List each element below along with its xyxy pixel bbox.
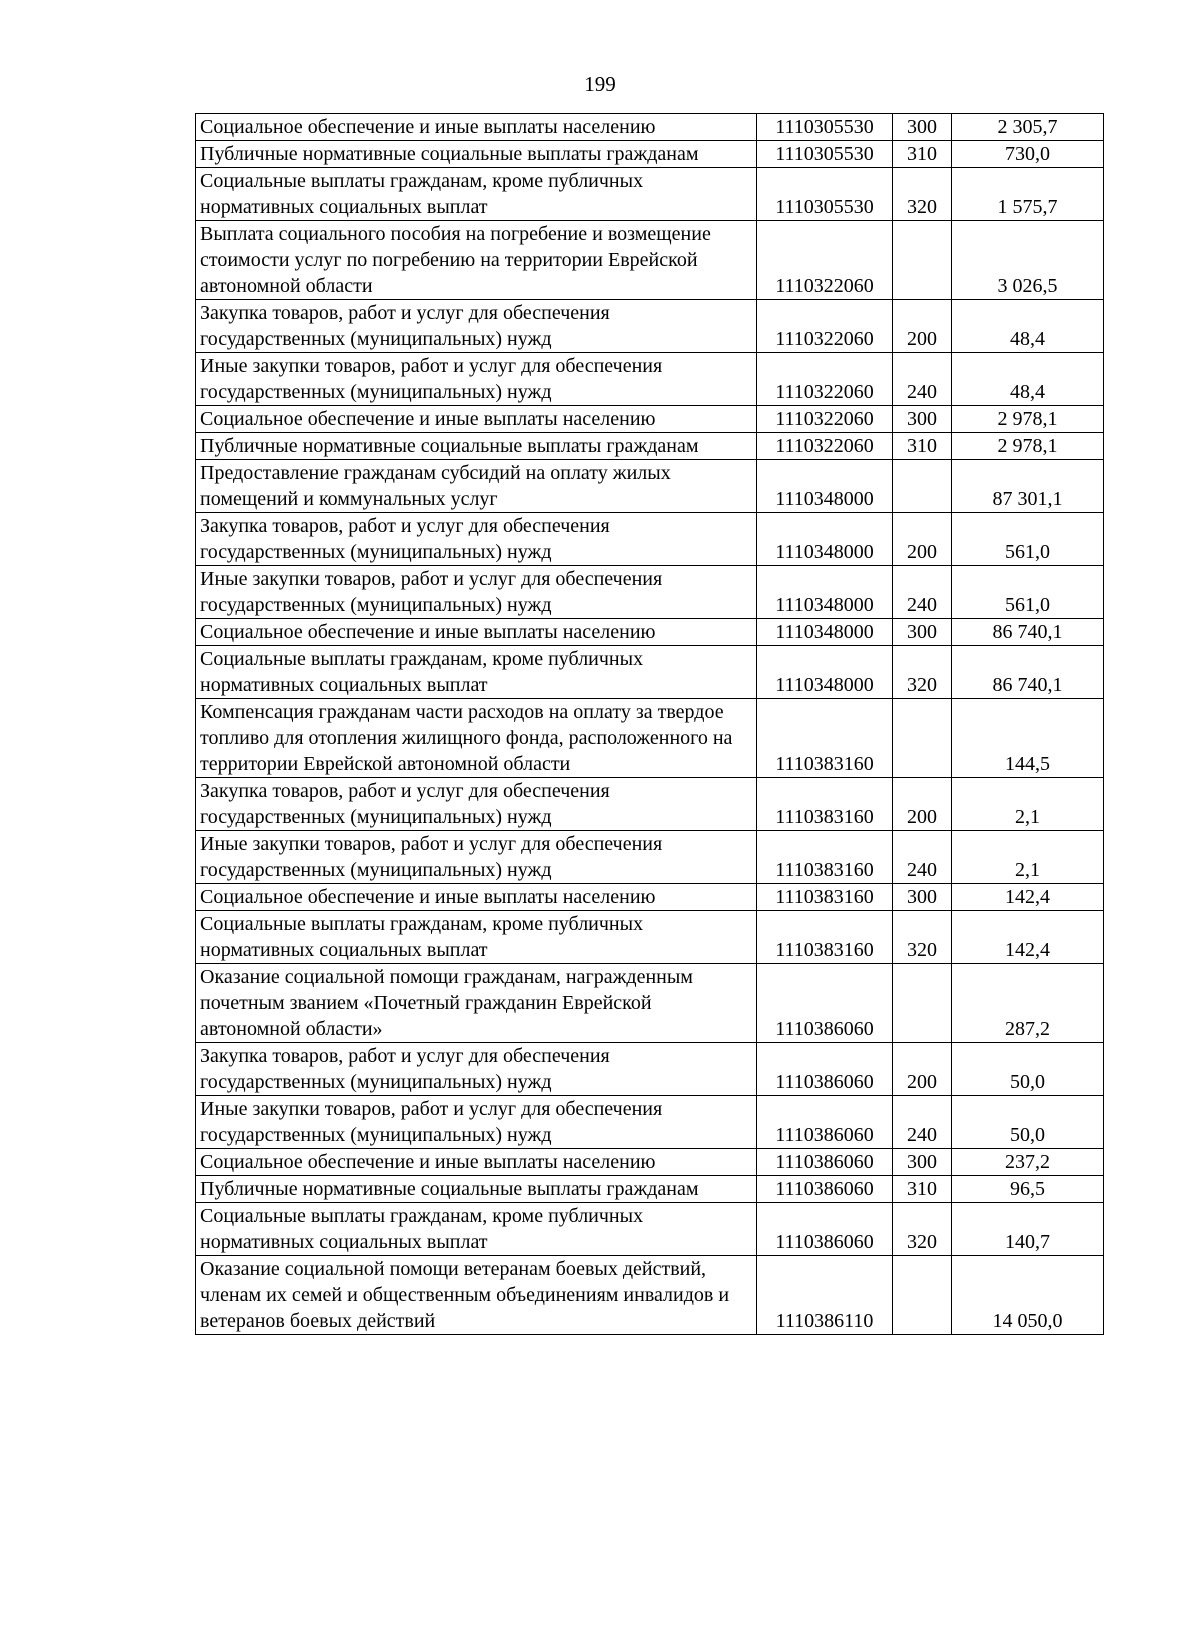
row-name-cell: Оказание социальной помощи ветеранам боевых действий, членам их семей и общественным объединениям инвалидов и ветеранов боевых действий bbox=[196, 1256, 757, 1335]
row-amount-cell: 96,5 bbox=[952, 1176, 1104, 1203]
table-row bbox=[196, 1149, 1104, 1176]
row-type-cell: 200 bbox=[893, 1043, 952, 1096]
row-type-cell bbox=[893, 1256, 952, 1335]
row-amount-cell: 142,4 bbox=[952, 884, 1104, 911]
table-row bbox=[196, 221, 1104, 300]
table-row bbox=[196, 1203, 1104, 1256]
row-name-cell: Социальные выплаты гражданам, кроме публичных нормативных социальных выплат bbox=[196, 168, 757, 221]
row-code-cell: 1110322060 bbox=[757, 221, 893, 300]
budget-table-body bbox=[196, 114, 1104, 1335]
row-type-cell bbox=[893, 699, 952, 778]
row-type-cell: 320 bbox=[893, 168, 952, 221]
row-code-cell: 1110322060 bbox=[757, 406, 893, 433]
row-name-cell: Иные закупки товаров, работ и услуг для обеспечения государственных (муниципальных) нужд bbox=[196, 566, 757, 619]
row-amount-cell: 1 575,7 bbox=[952, 168, 1104, 221]
row-type-cell: 200 bbox=[893, 300, 952, 353]
row-amount-cell: 2,1 bbox=[952, 778, 1104, 831]
row-type-cell: 200 bbox=[893, 778, 952, 831]
table-row bbox=[196, 141, 1104, 168]
row-code-cell: 1110305530 bbox=[757, 114, 893, 141]
row-type-cell: 300 bbox=[893, 619, 952, 646]
row-name-cell: Иные закупки товаров, работ и услуг для обеспечения государственных (муниципальных) нужд bbox=[196, 353, 757, 406]
row-name-cell: Закупка товаров, работ и услуг для обеспечения государственных (муниципальных) нужд bbox=[196, 1043, 757, 1096]
row-name-cell: Социальные выплаты гражданам, кроме публичных нормативных социальных выплат bbox=[196, 1203, 757, 1256]
row-type-cell: 240 bbox=[893, 353, 952, 406]
row-code-cell: 1110386060 bbox=[757, 964, 893, 1043]
row-name-cell: Публичные нормативные социальные выплаты гражданам bbox=[196, 1176, 757, 1203]
row-amount-cell: 48,4 bbox=[952, 300, 1104, 353]
row-amount-cell: 142,4 bbox=[952, 911, 1104, 964]
row-amount-cell: 86 740,1 bbox=[952, 646, 1104, 699]
table-row bbox=[196, 114, 1104, 141]
row-code-cell: 1110386060 bbox=[757, 1149, 893, 1176]
row-code-cell: 1110348000 bbox=[757, 566, 893, 619]
row-amount-cell: 2,1 bbox=[952, 831, 1104, 884]
row-code-cell: 1110348000 bbox=[757, 646, 893, 699]
row-amount-cell: 3 026,5 bbox=[952, 221, 1104, 300]
row-code-cell: 1110386060 bbox=[757, 1096, 893, 1149]
row-code-cell: 1110348000 bbox=[757, 619, 893, 646]
row-amount-cell: 140,7 bbox=[952, 1203, 1104, 1256]
row-type-cell: 320 bbox=[893, 646, 952, 699]
row-code-cell: 1110383160 bbox=[757, 778, 893, 831]
row-type-cell: 310 bbox=[893, 1176, 952, 1203]
row-amount-cell: 48,4 bbox=[952, 353, 1104, 406]
row-name-cell: Публичные нормативные социальные выплаты гражданам bbox=[196, 141, 757, 168]
row-amount-cell: 561,0 bbox=[952, 566, 1104, 619]
row-code-cell: 1110383160 bbox=[757, 831, 893, 884]
row-code-cell: 1110322060 bbox=[757, 433, 893, 460]
row-type-cell: 240 bbox=[893, 566, 952, 619]
row-code-cell: 1110386060 bbox=[757, 1203, 893, 1256]
row-name-cell: Предоставление гражданам субсидий на оплату жилых помещений и коммунальных услуг bbox=[196, 460, 757, 513]
row-amount-cell: 86 740,1 bbox=[952, 619, 1104, 646]
row-amount-cell: 14 050,0 bbox=[952, 1256, 1104, 1335]
table-row bbox=[196, 646, 1104, 699]
row-amount-cell: 50,0 bbox=[952, 1096, 1104, 1149]
row-type-cell: 320 bbox=[893, 911, 952, 964]
row-name-cell: Публичные нормативные социальные выплаты гражданам bbox=[196, 433, 757, 460]
row-name-cell: Социальное обеспечение и иные выплаты населению bbox=[196, 619, 757, 646]
row-type-cell: 300 bbox=[893, 884, 952, 911]
row-code-cell: 1110383160 bbox=[757, 884, 893, 911]
row-name-cell: Социальное обеспечение и иные выплаты населению bbox=[196, 406, 757, 433]
row-type-cell: 240 bbox=[893, 831, 952, 884]
row-code-cell: 1110383160 bbox=[757, 699, 893, 778]
table-row bbox=[196, 168, 1104, 221]
table-row bbox=[196, 1256, 1104, 1335]
budget-table bbox=[195, 113, 1104, 1335]
row-amount-cell: 2 978,1 bbox=[952, 406, 1104, 433]
table-row bbox=[196, 406, 1104, 433]
row-name-cell: Закупка товаров, работ и услуг для обеспечения государственных (муниципальных) нужд bbox=[196, 300, 757, 353]
row-code-cell: 1110305530 bbox=[757, 141, 893, 168]
row-type-cell bbox=[893, 460, 952, 513]
row-amount-cell: 87 301,1 bbox=[952, 460, 1104, 513]
row-name-cell: Социальное обеспечение и иные выплаты населению bbox=[196, 114, 757, 141]
row-amount-cell: 730,0 bbox=[952, 141, 1104, 168]
table-row bbox=[196, 300, 1104, 353]
row-type-cell: 300 bbox=[893, 114, 952, 141]
row-code-cell: 1110322060 bbox=[757, 353, 893, 406]
row-code-cell: 1110348000 bbox=[757, 513, 893, 566]
row-name-cell: Иные закупки товаров, работ и услуг для обеспечения государственных (муниципальных) нужд bbox=[196, 1096, 757, 1149]
table-row bbox=[196, 619, 1104, 646]
row-type-cell: 310 bbox=[893, 433, 952, 460]
row-name-cell: Иные закупки товаров, работ и услуг для обеспечения государственных (муниципальных) нужд bbox=[196, 831, 757, 884]
row-code-cell: 1110348000 bbox=[757, 460, 893, 513]
row-type-cell: 320 bbox=[893, 1203, 952, 1256]
row-code-cell: 1110386060 bbox=[757, 1176, 893, 1203]
row-name-cell: Закупка товаров, работ и услуг для обеспечения государственных (муниципальных) нужд bbox=[196, 778, 757, 831]
row-code-cell: 1110386060 bbox=[757, 1043, 893, 1096]
row-type-cell: 310 bbox=[893, 141, 952, 168]
row-amount-cell: 561,0 bbox=[952, 513, 1104, 566]
page-number: 199 bbox=[584, 72, 616, 96]
row-amount-cell: 50,0 bbox=[952, 1043, 1104, 1096]
row-amount-cell: 287,2 bbox=[952, 964, 1104, 1043]
table-row bbox=[196, 964, 1104, 1043]
row-name-cell: Выплата социального пособия на погребение и возмещение стоимости услуг по погребению на территории Еврейской автономной области bbox=[196, 221, 757, 300]
row-type-cell bbox=[893, 964, 952, 1043]
row-amount-cell: 144,5 bbox=[952, 699, 1104, 778]
table-row bbox=[196, 460, 1104, 513]
table-row bbox=[196, 1096, 1104, 1149]
row-name-cell: Социальное обеспечение и иные выплаты населению bbox=[196, 884, 757, 911]
row-type-cell: 240 bbox=[893, 1096, 952, 1149]
row-amount-cell: 237,2 bbox=[952, 1149, 1104, 1176]
table-row bbox=[196, 699, 1104, 778]
row-code-cell: 1110322060 bbox=[757, 300, 893, 353]
table-row bbox=[196, 831, 1104, 884]
table-row bbox=[196, 1176, 1104, 1203]
row-name-cell: Компенсация гражданам части расходов на оплату за твердое топливо для отопления жилищного фонда, расположенного на территории Еврейской автономной области bbox=[196, 699, 757, 778]
row-name-cell: Социальные выплаты гражданам, кроме публичных нормативных социальных выплат bbox=[196, 646, 757, 699]
table-row bbox=[196, 778, 1104, 831]
row-type-cell: 300 bbox=[893, 406, 952, 433]
row-code-cell: 1110386110 bbox=[757, 1256, 893, 1335]
row-name-cell: Социальные выплаты гражданам, кроме публичных нормативных социальных выплат bbox=[196, 911, 757, 964]
table-row bbox=[196, 566, 1104, 619]
row-name-cell: Оказание социальной помощи гражданам, награжденным почетным званием «Почетный гражданин Еврейской автономной области» bbox=[196, 964, 757, 1043]
table-row bbox=[196, 433, 1104, 460]
row-code-cell: 1110383160 bbox=[757, 911, 893, 964]
table-row bbox=[196, 884, 1104, 911]
table-row bbox=[196, 911, 1104, 964]
row-type-cell: 300 bbox=[893, 1149, 952, 1176]
table-row bbox=[196, 1043, 1104, 1096]
table-row bbox=[196, 513, 1104, 566]
row-amount-cell: 2 978,1 bbox=[952, 433, 1104, 460]
row-type-cell bbox=[893, 221, 952, 300]
row-code-cell: 1110305530 bbox=[757, 168, 893, 221]
row-amount-cell: 2 305,7 bbox=[952, 114, 1104, 141]
row-name-cell: Закупка товаров, работ и услуг для обеспечения государственных (муниципальных) нужд bbox=[196, 513, 757, 566]
row-type-cell: 200 bbox=[893, 513, 952, 566]
row-name-cell: Социальное обеспечение и иные выплаты населению bbox=[196, 1149, 757, 1176]
table-row bbox=[196, 353, 1104, 406]
